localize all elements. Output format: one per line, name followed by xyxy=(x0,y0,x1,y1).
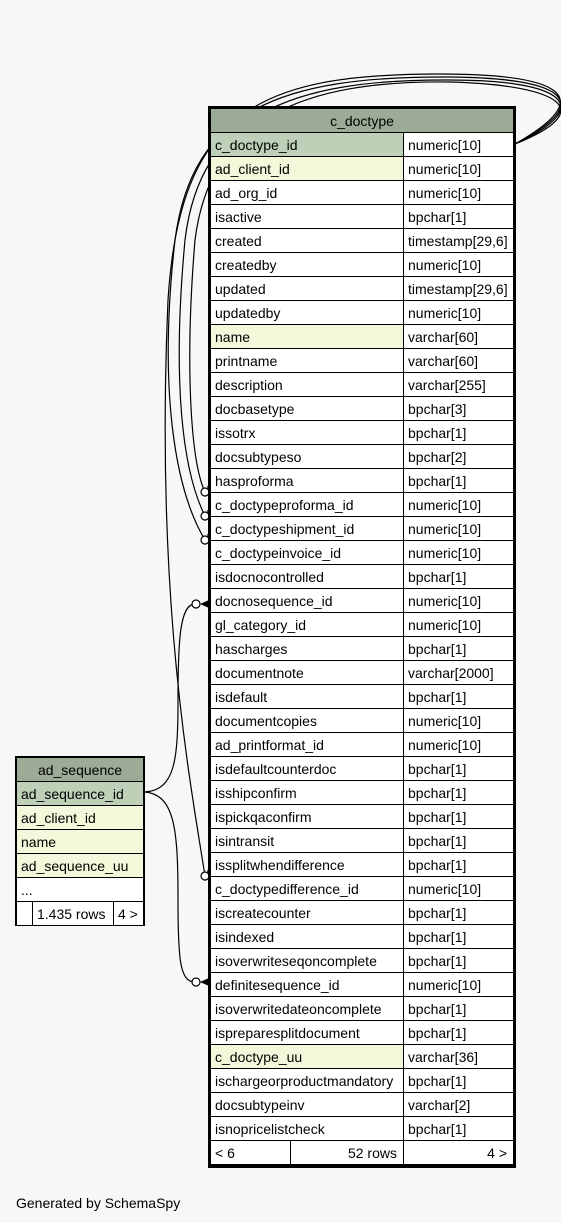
column-name: c_doctypedifference_id xyxy=(211,877,404,901)
table-c-doctype[interactable] xyxy=(208,106,516,1168)
column-name: isactive xyxy=(211,205,404,229)
column-type: bpchar[1] xyxy=(404,805,513,829)
column-name: c_doctypeinvoice_id xyxy=(211,541,404,565)
column-name: isdocnocontrolled xyxy=(211,565,404,589)
column-name: c_doctype_id xyxy=(211,133,404,157)
column-type: numeric[10] xyxy=(404,517,513,541)
column-name: iscreatecounter xyxy=(211,901,404,925)
column-name: docsubtypeso xyxy=(211,445,404,469)
column-name: issotrx xyxy=(211,421,404,445)
column-name: createdby xyxy=(211,253,404,277)
column-type: bpchar[1] xyxy=(404,829,513,853)
footer-parents: < 6 xyxy=(211,1141,291,1165)
column-name: isoverwriteseqoncomplete xyxy=(211,949,404,973)
column-name: ad_client_id xyxy=(17,806,143,830)
column-type: numeric[10] xyxy=(404,973,513,997)
edge-seq-definitesequence xyxy=(145,792,195,982)
column-name: updated xyxy=(211,277,404,301)
column-type: varchar[36] xyxy=(404,1045,513,1069)
column-name: hasproforma xyxy=(211,469,404,493)
column-type: bpchar[1] xyxy=(404,1069,513,1093)
column-type: varchar[60] xyxy=(404,349,513,373)
column-name: c_doctypeshipment_id xyxy=(211,517,404,541)
column-type: bpchar[1] xyxy=(404,757,513,781)
column-type: bpchar[1] xyxy=(404,637,513,661)
column-type: bpchar[1] xyxy=(404,925,513,949)
column-name: documentnote xyxy=(211,661,404,685)
column-type: bpchar[1] xyxy=(404,997,513,1021)
edge-end-docnosequence xyxy=(192,600,200,608)
footer-row-count: 52 rows xyxy=(291,1141,404,1165)
column-type: bpchar[1] xyxy=(404,1021,513,1045)
column-name: isdefault xyxy=(211,685,404,709)
column-name: name xyxy=(211,325,404,349)
generated-by-label: Generated by SchemaSpy xyxy=(16,1195,181,1211)
column-name: docbasetype xyxy=(211,397,404,421)
column-name: isindexed xyxy=(211,925,404,949)
table-header: c_doctype xyxy=(211,109,513,133)
footer-children: 4 > xyxy=(404,1141,513,1165)
column-name: ad_org_id xyxy=(211,181,404,205)
column-name: ad_client_id xyxy=(211,157,404,181)
column-type: bpchar[1] xyxy=(404,853,513,877)
edge-end-definitesequence xyxy=(192,978,200,986)
column-name: name xyxy=(17,830,143,854)
column-type: numeric[10] xyxy=(404,877,513,901)
column-name: updatedby xyxy=(211,301,404,325)
column-name: hascharges xyxy=(211,637,404,661)
column-type: numeric[10] xyxy=(404,613,513,637)
column-name: ad_sequence_id xyxy=(17,782,143,806)
column-type: varchar[2] xyxy=(404,1093,513,1117)
column-type: numeric[10] xyxy=(404,733,513,757)
column-name: isintransit xyxy=(211,829,404,853)
column-type: timestamp[29,6] xyxy=(404,229,513,253)
column-name: description xyxy=(211,373,404,397)
table-ad-sequence[interactable] xyxy=(15,756,145,926)
column-type: numeric[10] xyxy=(404,709,513,733)
column-type: numeric[10] xyxy=(404,181,513,205)
column-type: bpchar[1] xyxy=(404,685,513,709)
column-type: numeric[10] xyxy=(404,253,513,277)
table-header: ad_sequence xyxy=(17,758,143,782)
column-type: numeric[10] xyxy=(404,157,513,181)
column-type: bpchar[1] xyxy=(404,781,513,805)
column-name: isoverwritedateoncomplete xyxy=(211,997,404,1021)
column-name: c_doctypeproforma_id xyxy=(211,493,404,517)
column-type: timestamp[29,6] xyxy=(404,277,513,301)
column-type: bpchar[1] xyxy=(404,565,513,589)
column-type: numeric[10] xyxy=(404,541,513,565)
column-type: bpchar[3] xyxy=(404,397,513,421)
column-type: varchar[255] xyxy=(404,373,513,397)
column-name: issplitwhendifference xyxy=(211,853,404,877)
column-name: isshipconfirm xyxy=(211,781,404,805)
column-name: definitesequence_id xyxy=(211,973,404,997)
column-name: gl_category_id xyxy=(211,613,404,637)
column-name: printname xyxy=(211,349,404,373)
column-type: bpchar[1] xyxy=(404,1117,513,1141)
column-name: ad_printformat_id xyxy=(211,733,404,757)
footer-children: 4 > xyxy=(114,902,143,926)
footer-parents xyxy=(17,902,33,926)
column-type: bpchar[2] xyxy=(404,445,513,469)
column-type: bpchar[1] xyxy=(404,949,513,973)
column-type: numeric[10] xyxy=(404,589,513,613)
column-type: numeric[10] xyxy=(404,493,513,517)
column-type: numeric[10] xyxy=(404,301,513,325)
column-type: bpchar[1] xyxy=(404,205,513,229)
column-name: documentcopies xyxy=(211,709,404,733)
column-name: ispickqaconfirm xyxy=(211,805,404,829)
column-name: created xyxy=(211,229,404,253)
column-name: docnosequence_id xyxy=(211,589,404,613)
column-type: numeric[10] xyxy=(404,133,513,157)
column-name: docsubtypeinv xyxy=(211,1093,404,1117)
column-type: bpchar[1] xyxy=(404,469,513,493)
column-type: varchar[2000] xyxy=(404,661,513,685)
column-type: bpchar[1] xyxy=(404,901,513,925)
column-type: bpchar[1] xyxy=(404,421,513,445)
column-name: ischargeorproductmandatory xyxy=(211,1069,404,1093)
column-name: ad_sequence_uu xyxy=(17,854,143,878)
column-name: c_doctype_uu xyxy=(211,1045,404,1069)
column-name: ... xyxy=(17,878,143,902)
column-name: isdefaultcounterdoc xyxy=(211,757,404,781)
footer-row-count: 1.435 rows xyxy=(33,902,114,926)
column-type: varchar[60] xyxy=(404,325,513,349)
column-name: ispreparesplitdocument xyxy=(211,1021,404,1045)
column-name: isnopricelistcheck xyxy=(211,1117,404,1141)
